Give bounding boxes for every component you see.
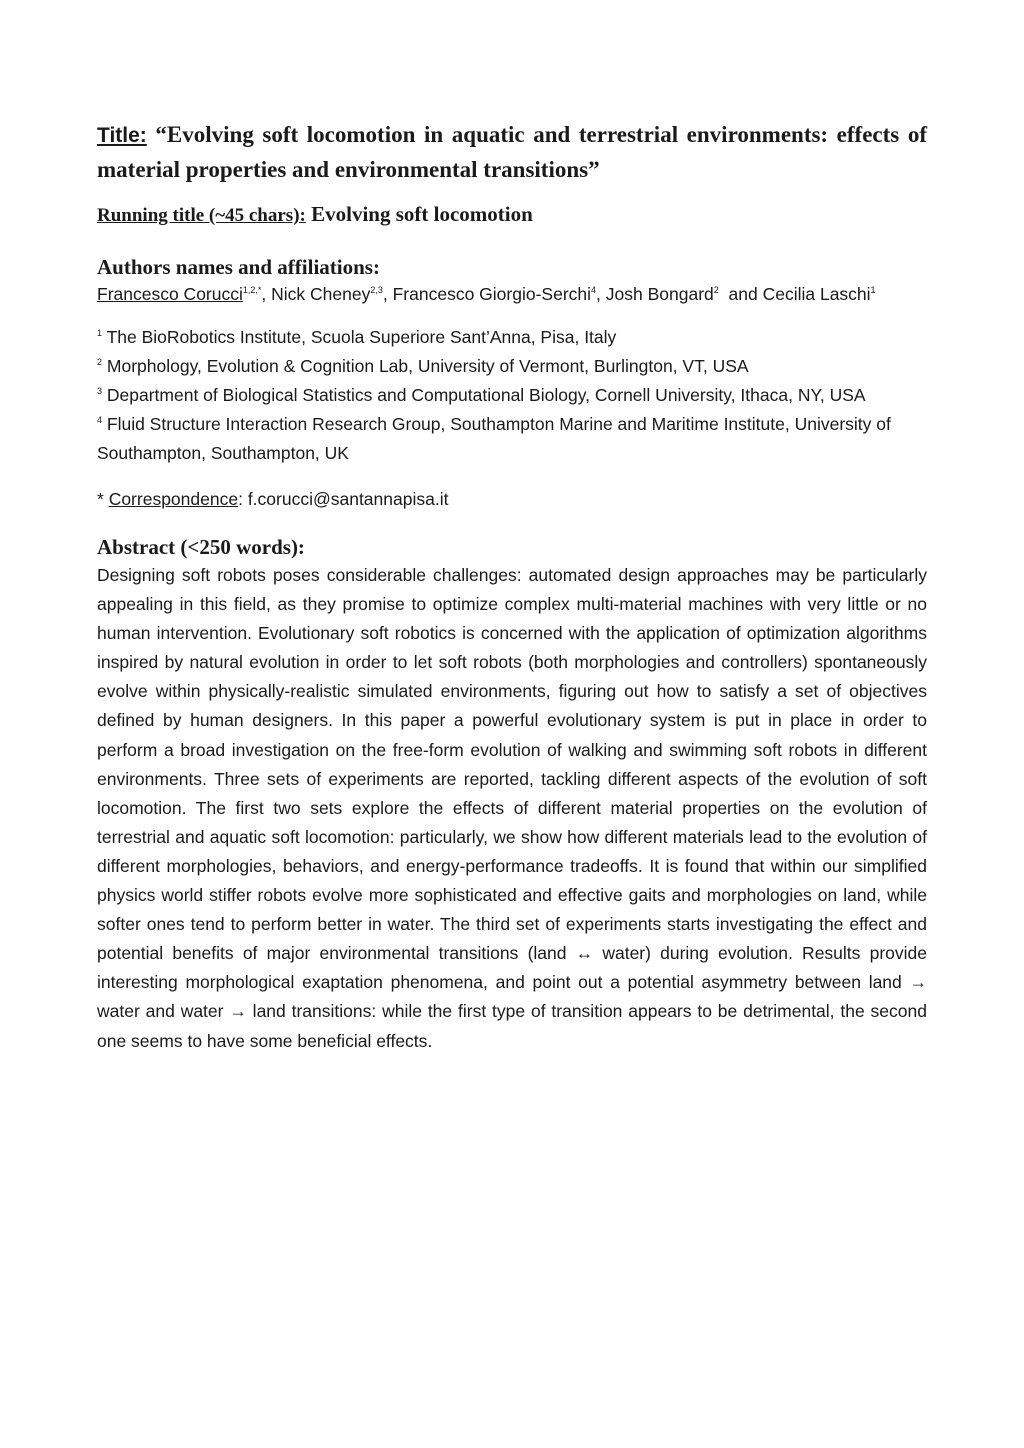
affiliation-item: [97, 352, 927, 381]
affiliation-number: 4: [97, 415, 103, 425]
abstract-text: Designing soft robots poses considerable challenges: automated design approaches may be particularly appealing in this field, as they promise to optimize complex multi-material machines with very little or no human intervention. Evolutionary soft robotics is concerned with the application of optimization algorithms inspired by natural evolution in order to let soft robots (both morphologies and controllers) spontaneously evolve within physically-realistic simulated environments, figuring out how to satisfy a set of objectives defined by human designers. In this paper a powerful evolutionary system is put in place in order to perform a broad investigation on the free-form evolution of walking and swimming soft robots in different environments. Three sets of experiments are reported, tackling different aspects of the evolution of soft locomotion. The first two sets explore the effects of different material properties on the evolution of terrestrial and aquatic soft locomotion: particularly, we show how different materials lead to the evolution of different morphologies, behaviors, and energy-performance tradeoffs. It is found that within our simplified physics world stiffer robots evolve more sophisticated and effective gaits and morphologies on land, while softer ones tend to perform better in water. The third set of experiments starts investigating the effect and potential benefits of major environmental transitions (land ↔ water) during evolution. Results provide interesting morphological exaptation phenomena, and point out a potential asymmetry between land → water and water → land transitions: while the first type of transition appears to be detrimental, the second one seems to have some beneficial effects.: [97, 565, 927, 1051]
affiliation-text: Morphology, Evolution & Cognition Lab, University of Vermont, Burlington, VT, USA: [106, 356, 749, 376]
affiliation-number: 2: [97, 357, 103, 367]
affiliation-number: 3: [97, 386, 103, 396]
running-title-block: [97, 199, 927, 231]
correspondence-asterisk: *: [97, 489, 109, 509]
paper-title: “Evolving soft locomotion in aquatic and terrestrial environments: effects of material properties and environmental transitions”: [97, 122, 927, 182]
author-affiliation-marks: 4: [591, 285, 597, 295]
author-affiliation-marks: 1: [870, 285, 876, 295]
author-name: Francesco Corucci: [97, 284, 243, 304]
affiliation-item: [97, 410, 927, 468]
affiliation-text: The BioRobotics Institute, Scuola Superiore Sant’Anna, Pisa, Italy: [106, 327, 617, 347]
affiliation-number: 1: [97, 328, 103, 338]
affiliation-item: [97, 323, 927, 352]
author-separator: and: [718, 284, 763, 304]
author-name: Francesco Giorgio-Serchi: [392, 284, 592, 304]
correspondence-email[interactable]: f.corucci@santannapisa.it: [247, 489, 449, 509]
author-separator: ,: [382, 284, 393, 304]
affiliation-text: Fluid Structure Interaction Research Group, Southampton Marine and Maritime Institute, University of Southampton, Southampton, UK: [97, 414, 891, 463]
author-name: Nick Cheney: [271, 284, 371, 304]
author-separator: ,: [261, 284, 272, 304]
title-label: Title:: [97, 124, 147, 147]
paper-title-block: [97, 118, 927, 187]
running-title: Evolving soft locomotion: [311, 202, 533, 226]
correspondence-colon: :: [238, 489, 248, 509]
abstract-heading: Abstract (<250 words):: [97, 535, 305, 559]
affiliation-list: [97, 323, 927, 468]
running-title-label: Running title (~45 chars):: [97, 205, 306, 226]
author-name: Josh Bongard: [605, 284, 714, 304]
author-separator: ,: [596, 284, 606, 304]
author-affiliation-marks: 2: [713, 285, 719, 295]
affiliation-item: [97, 381, 927, 410]
author-list: [97, 281, 927, 307]
affiliation-text: Department of Biological Statistics and Computational Biology, Cornell University, Ithaca, NY, USA: [106, 385, 866, 405]
author-name: Cecilia Laschi: [762, 284, 871, 304]
title-page-content: [97, 118, 927, 1056]
author-affiliation-marks: 2,3: [370, 285, 383, 295]
authors-heading: Authors names and affiliations:: [97, 255, 380, 279]
author-affiliation-marks: 1,2,*: [242, 285, 262, 295]
correspondence-label: Correspondence: [108, 489, 239, 509]
correspondence-line: [97, 485, 927, 514]
